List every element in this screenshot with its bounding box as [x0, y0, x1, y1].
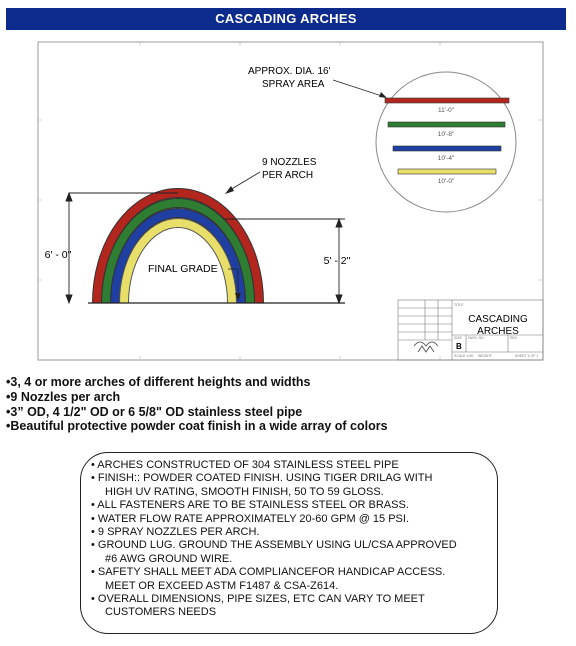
title-block-title-1: CASCADING — [468, 314, 528, 325]
feature-list — [6, 375, 566, 434]
feature-item: • 3” OD, 4 1/2" OD or 6 5/8" OD stainless steel pipe — [6, 405, 566, 420]
title-block-label-weight: WEIGHT — [478, 354, 492, 358]
spec-item: • GROUND LUG. GROUND THE ASSEMBLY USING UL/CSA APPROVED — [91, 539, 457, 552]
title-block-label-dwg: DWG. NO. — [468, 336, 485, 340]
dimension-inner-label: 5' - 2" — [323, 255, 351, 267]
engineering-drawing — [0, 32, 576, 372]
spec-item-continued: MEET OR EXCEED ASTM F1487 & CSA-Z614. — [105, 579, 339, 592]
spec-item-continued: #6 AWG GROUND WIRE. — [105, 552, 233, 565]
plan-width-3: 10'-4" — [437, 155, 455, 162]
spec-item: • 9 SPRAY NOZZLES PER ARCH. — [91, 526, 260, 539]
title-block-label-title: TITLE — [454, 303, 464, 307]
spec-item: • OVERALL DIMENSIONS, PIPE SIZES, ETC CAN VARY TO MEET — [91, 593, 425, 606]
feature-item: • 3, 4 or more arches of different heights and widths — [6, 375, 566, 390]
title-block-title-2: ARCHES — [477, 326, 519, 337]
feature-item: • 9 Nozzles per arch — [6, 390, 566, 405]
spray-callout-line2: SPRAY AREA — [262, 79, 325, 90]
nozzle-callout-line1: 9 NOZZLES — [262, 157, 317, 168]
specifications-box — [80, 452, 498, 634]
spec-item-continued: HIGH UV RATING, SMOOTH FINISH, 50 TO 59 GLOSS. — [105, 485, 384, 498]
grade-label: FINAL GRADE — [148, 263, 218, 275]
title-block-label-sheet: SHEET 1 OF 1 — [515, 354, 539, 358]
feature-item: • Beautiful protective powder coat finish in a wide array of colors — [6, 419, 566, 434]
plan-width-4: 10'-0" — [437, 178, 455, 185]
title-block-label-rev: REV — [510, 336, 518, 340]
title-block-size: B — [456, 342, 462, 351]
plan-width-2: 10'-8" — [437, 131, 455, 138]
spec-item: • ALL FASTENERS ARE TO BE STAINLESS STEEL OR BRASS. — [91, 499, 409, 512]
spec-item-continued: CUSTOMERS NEEDS — [105, 606, 217, 619]
title-block-label-size: SIZE — [454, 336, 462, 340]
title-block-label-scale: SCALE 1:50 — [454, 354, 474, 358]
nozzle-callout-line2: PER ARCH — [262, 170, 314, 181]
dimension-outer-label: 6' - 0" — [44, 249, 72, 261]
spec-item: • SAFETY SHALL MEET ADA COMPLIANCEFOR HANDICAP ACCESS. — [91, 566, 446, 579]
spray-callout-line1: APPROX. DIA. 16' — [248, 66, 331, 77]
spec-item: • ARCHES CONSTRUCTED OF 304 STAINLESS STEEL PIPE — [91, 459, 399, 471]
spec-item: • FINISH:: POWDER COATED FINISH. USING TIGER DRILAG WITH — [91, 472, 433, 485]
spec-item: • WATER FLOW RATE APPROXIMATELY 20-60 GPM @ 15 PSI. — [91, 512, 410, 525]
plan-width-1: 11'-0" — [437, 107, 455, 114]
page-title-banner: CASCADING ARCHES — [6, 8, 566, 30]
plan-view-circle — [376, 72, 516, 212]
